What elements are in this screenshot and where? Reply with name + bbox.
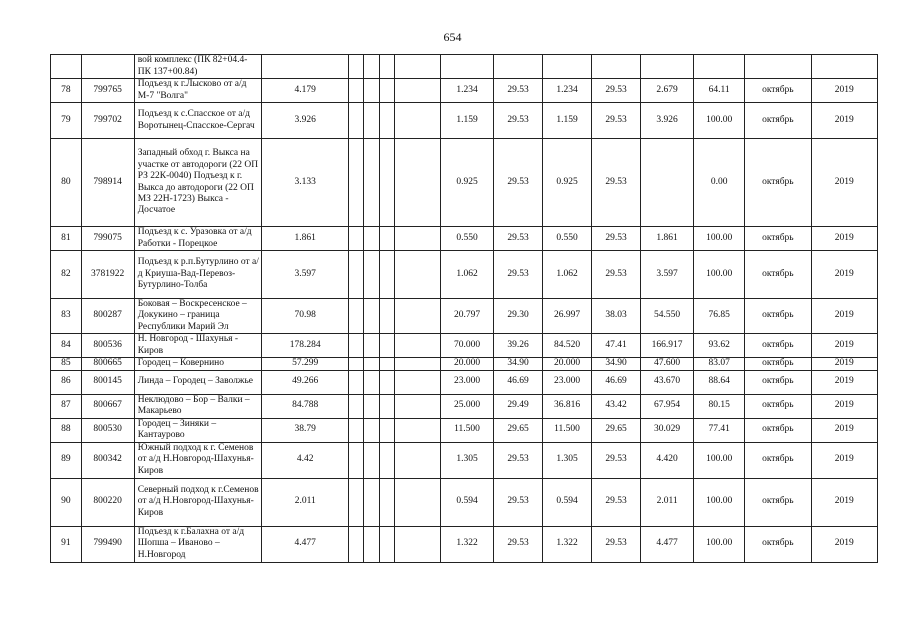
normative-percent-cell: 46.69 xyxy=(592,370,641,394)
repair-percent-cell: 46.69 xyxy=(494,370,543,394)
repair-percent-cell: 29.53 xyxy=(494,442,543,478)
total-length-cell: 30.029 xyxy=(641,418,694,442)
road-code-cell: 799075 xyxy=(81,227,134,251)
normative-length-cell: 11.500 xyxy=(543,418,592,442)
total-percent-cell: 100.00 xyxy=(694,251,745,299)
year-cell: 2019 xyxy=(811,418,877,442)
empty-cell xyxy=(395,103,441,139)
year-cell: 2019 xyxy=(811,442,877,478)
road-length-cell: 84.788 xyxy=(262,394,349,418)
row-number-cell: 89 xyxy=(51,442,82,478)
empty-cell xyxy=(379,139,394,227)
year-cell: 2019 xyxy=(811,251,877,299)
empty-cell xyxy=(349,394,364,418)
normative-length-cell: 1.305 xyxy=(543,442,592,478)
empty-cell xyxy=(349,442,364,478)
normative-percent-cell: 47.41 xyxy=(592,334,641,358)
row-number-cell: 81 xyxy=(51,227,82,251)
empty-cell xyxy=(395,478,441,526)
road-code-cell: 800667 xyxy=(81,394,134,418)
empty-cell xyxy=(349,526,364,562)
total-length-cell: 67.954 xyxy=(641,394,694,418)
road-code-cell: 800530 xyxy=(81,418,134,442)
empty-cell xyxy=(395,394,441,418)
empty-cell xyxy=(349,418,364,442)
month-cell: октябрь xyxy=(745,478,811,526)
empty-cell xyxy=(379,227,394,251)
empty-cell xyxy=(379,251,394,299)
empty-cell xyxy=(395,370,441,394)
normative-percent-cell: 29.53 xyxy=(592,526,641,562)
empty-cell xyxy=(364,334,379,358)
total-length-cell: 4.420 xyxy=(641,442,694,478)
month-cell: октябрь xyxy=(745,79,811,103)
empty-cell xyxy=(349,139,364,227)
normative-percent-cell: 29.53 xyxy=(592,139,641,227)
road-code-cell: 800342 xyxy=(81,442,134,478)
row-number-cell: 82 xyxy=(51,251,82,299)
total-length-cell: 1.861 xyxy=(641,227,694,251)
normative-length-cell: 1.322 xyxy=(543,526,592,562)
empty-cell xyxy=(395,251,441,299)
row-number-cell: 87 xyxy=(51,394,82,418)
road-code-cell: 3781922 xyxy=(81,251,134,299)
empty-cell xyxy=(395,526,441,562)
road-name-cell: Подъезд к г.Балахна от а/д Шопша – Иваново – Н.Новгород xyxy=(134,526,262,562)
month-cell: октябрь xyxy=(745,442,811,478)
road-length-cell: 1.861 xyxy=(262,227,349,251)
month-cell: октябрь xyxy=(745,370,811,394)
year-cell: 2019 xyxy=(811,139,877,227)
normative-length-cell: 1.234 xyxy=(543,79,592,103)
road-code-cell: 800536 xyxy=(81,334,134,358)
empty-cell xyxy=(395,442,441,478)
table-row xyxy=(51,394,878,418)
repair-length-cell: 0.925 xyxy=(440,139,493,227)
empty-cell xyxy=(349,227,364,251)
row-number-cell: 78 xyxy=(51,79,82,103)
normative-percent-cell: 29.53 xyxy=(592,227,641,251)
road-name-cell: Н. Новгород - Шахунья - Киров xyxy=(134,334,262,358)
row-number-cell: 80 xyxy=(51,139,82,227)
empty-cell xyxy=(364,139,379,227)
road-code-cell: 800665 xyxy=(81,358,134,370)
month-cell: октябрь xyxy=(745,394,811,418)
normative-percent-cell: 29.53 xyxy=(592,103,641,139)
normative-percent-cell: 38.03 xyxy=(592,299,641,334)
repair-percent-cell: 29.53 xyxy=(494,478,543,526)
empty-cell xyxy=(349,103,364,139)
total-percent-cell: 88.64 xyxy=(694,370,745,394)
month-cell: октябрь xyxy=(745,251,811,299)
total-length-cell: 43.670 xyxy=(641,370,694,394)
road-code-cell: 799765 xyxy=(81,79,134,103)
empty-cell xyxy=(364,478,379,526)
repair-length-cell: 1.234 xyxy=(440,79,493,103)
month-cell: октябрь xyxy=(745,103,811,139)
road-length-cell: 4.42 xyxy=(262,442,349,478)
total-percent-cell: 100.00 xyxy=(694,526,745,562)
table-row xyxy=(51,251,878,299)
row-number-cell: 84 xyxy=(51,334,82,358)
row-number-cell: 86 xyxy=(51,370,82,394)
road-name-cell: Неклюдово – Бор – Валки – Макарьево xyxy=(134,394,262,418)
normative-length-cell: 1.159 xyxy=(543,103,592,139)
year-cell: 2019 xyxy=(811,334,877,358)
total-length-cell: 2.679 xyxy=(641,79,694,103)
table-row xyxy=(51,526,878,562)
empty-cell xyxy=(349,370,364,394)
empty-cell xyxy=(395,358,441,370)
repair-percent-cell: 29.53 xyxy=(494,227,543,251)
month-cell: октябрь xyxy=(745,227,811,251)
empty-cell xyxy=(364,394,379,418)
row-number-cell: 83 xyxy=(51,299,82,334)
empty-cell xyxy=(395,139,441,227)
repair-length-cell: 0.550 xyxy=(440,227,493,251)
empty-cell xyxy=(395,334,441,358)
repair-length-cell: 25.000 xyxy=(440,394,493,418)
total-percent-cell: 77.41 xyxy=(694,418,745,442)
empty-cell xyxy=(349,358,364,370)
repair-percent-cell: 29.49 xyxy=(494,394,543,418)
road-length-cell: 3.597 xyxy=(262,251,349,299)
empty-cell xyxy=(379,418,394,442)
road-name-cell: Городец – Ковернино xyxy=(134,358,262,370)
normative-length-cell: 84.520 xyxy=(543,334,592,358)
road-length-cell: 57.299 xyxy=(262,358,349,370)
empty-cell xyxy=(349,478,364,526)
road-code-cell: 799702 xyxy=(81,103,134,139)
empty-cell xyxy=(349,299,364,334)
normative-length-cell: 0.925 xyxy=(543,139,592,227)
repair-length-cell: 70.000 xyxy=(440,334,493,358)
table-row xyxy=(51,358,878,370)
road-name-cell: Линда – Городец – Заволжье xyxy=(134,370,262,394)
repair-percent-cell: 29.53 xyxy=(494,79,543,103)
road-length-cell: 3.133 xyxy=(262,139,349,227)
empty-cell xyxy=(379,79,394,103)
total-length-cell: 166.917 xyxy=(641,334,694,358)
repair-length-cell: 1.159 xyxy=(440,103,493,139)
empty-cell xyxy=(364,251,379,299)
row-number-cell: 88 xyxy=(51,418,82,442)
road-name-cell: Боковая – Воскресенское – Докукино – граница Республики Марий Эл xyxy=(134,299,262,334)
table-row xyxy=(51,139,878,227)
repair-length-cell: 1.305 xyxy=(440,442,493,478)
total-length-cell: 3.597 xyxy=(641,251,694,299)
total-percent-cell: 64.11 xyxy=(694,79,745,103)
year-cell: 2019 xyxy=(811,394,877,418)
road-code-cell: 800287 xyxy=(81,299,134,334)
year-cell: 2019 xyxy=(811,478,877,526)
month-cell: октябрь xyxy=(745,139,811,227)
empty-cell xyxy=(379,334,394,358)
road-name-cell: Подъезд к с.Спасское от а/д Воротынец-Спасское-Сергач xyxy=(134,103,262,139)
road-code-cell: 799490 xyxy=(81,526,134,562)
total-length-cell: 54.550 xyxy=(641,299,694,334)
road-code-cell: 800145 xyxy=(81,370,134,394)
normative-percent-cell: 34.90 xyxy=(592,358,641,370)
table-row xyxy=(51,418,878,442)
total-percent-cell: 100.00 xyxy=(694,103,745,139)
road-length-cell: 4.477 xyxy=(262,526,349,562)
repair-percent-cell: 39.26 xyxy=(494,334,543,358)
empty-cell xyxy=(349,251,364,299)
road-length-cell: 3.926 xyxy=(262,103,349,139)
empty-cell xyxy=(364,227,379,251)
total-length-cell: 2.011 xyxy=(641,478,694,526)
table-row-continued xyxy=(51,55,878,79)
year-cell: 2019 xyxy=(811,79,877,103)
total-percent-cell: 100.00 xyxy=(694,478,745,526)
row-number-cell: 91 xyxy=(51,526,82,562)
month-cell: октябрь xyxy=(745,334,811,358)
repair-length-cell: 1.062 xyxy=(440,251,493,299)
repair-length-cell: 23.000 xyxy=(440,370,493,394)
row-number-cell: 90 xyxy=(51,478,82,526)
repair-length-cell: 0.594 xyxy=(440,478,493,526)
total-percent-cell: 100.00 xyxy=(694,227,745,251)
normative-percent-cell: 29.65 xyxy=(592,418,641,442)
empty-cell xyxy=(364,418,379,442)
road-name-cell: Подъезд к р.п.Бутурлино от а/д Криуша-Вад-Перевоз-Бутурлино-Толба xyxy=(134,251,262,299)
empty-cell xyxy=(349,334,364,358)
month-cell: октябрь xyxy=(745,358,811,370)
empty-cell xyxy=(349,79,364,103)
total-length-cell xyxy=(641,139,694,227)
empty-cell xyxy=(395,418,441,442)
month-cell: октябрь xyxy=(745,526,811,562)
empty-cell xyxy=(379,370,394,394)
table-row xyxy=(51,227,878,251)
repair-percent-cell: 29.53 xyxy=(494,526,543,562)
empty-cell xyxy=(379,394,394,418)
empty-cell xyxy=(379,478,394,526)
table-row xyxy=(51,103,878,139)
normative-percent-cell: 29.53 xyxy=(592,478,641,526)
empty-cell xyxy=(364,358,379,370)
normative-length-cell: 23.000 xyxy=(543,370,592,394)
road-name-cell: вой комплекс (ПК 82+04.4-ПК 137+00.84) xyxy=(134,55,262,79)
total-length-cell: 3.926 xyxy=(641,103,694,139)
total-percent-cell: 100.00 xyxy=(694,442,745,478)
month-cell: октябрь xyxy=(745,418,811,442)
repair-percent-cell: 29.65 xyxy=(494,418,543,442)
total-percent-cell: 76.85 xyxy=(694,299,745,334)
normative-length-cell: 36.816 xyxy=(543,394,592,418)
normative-percent-cell: 29.53 xyxy=(592,79,641,103)
road-name-cell: Западный обход г. Выкса на участке от автодороги (22 ОП РЗ 22К-0040) Подъезд к г. Выкса до автодороги (22 ОП МЗ 22Н-1723) Выкса - Досчатое xyxy=(134,139,262,227)
total-length-cell: 4.477 xyxy=(641,526,694,562)
total-percent-cell: 93.62 xyxy=(694,334,745,358)
normative-length-cell: 26.997 xyxy=(543,299,592,334)
empty-cell xyxy=(395,79,441,103)
road-length-cell: 178.284 xyxy=(262,334,349,358)
empty-cell xyxy=(395,227,441,251)
empty-cell xyxy=(379,103,394,139)
repair-length-cell: 20.000 xyxy=(440,358,493,370)
repair-percent-cell: 34.90 xyxy=(494,358,543,370)
empty-cell xyxy=(364,299,379,334)
normative-percent-cell: 29.53 xyxy=(592,251,641,299)
road-name-cell: Северный подход к г.Семенов от а/д Н.Новгород-Шахунья-Киров xyxy=(134,478,262,526)
road-length-cell: 2.011 xyxy=(262,478,349,526)
table-row xyxy=(51,334,878,358)
repair-percent-cell: 29.53 xyxy=(494,139,543,227)
repair-percent-cell: 29.53 xyxy=(494,103,543,139)
empty-cell xyxy=(364,442,379,478)
road-code-cell: 800220 xyxy=(81,478,134,526)
normative-percent-cell: 43.42 xyxy=(592,394,641,418)
normative-percent-cell: 29.53 xyxy=(592,442,641,478)
year-cell: 2019 xyxy=(811,227,877,251)
year-cell: 2019 xyxy=(811,299,877,334)
total-length-cell: 47.600 xyxy=(641,358,694,370)
table-row xyxy=(51,299,878,334)
road-name-cell: Городец – Зиняки – Кантаурово xyxy=(134,418,262,442)
empty-cell xyxy=(364,370,379,394)
empty-cell xyxy=(379,299,394,334)
road-name-cell: Подъезд к с. Уразовка от а/д Работки - Порецкое xyxy=(134,227,262,251)
table-row xyxy=(51,478,878,526)
repair-percent-cell: 29.53 xyxy=(494,251,543,299)
empty-cell xyxy=(379,442,394,478)
repair-length-cell: 20.797 xyxy=(440,299,493,334)
empty-cell xyxy=(364,526,379,562)
normative-length-cell: 20.000 xyxy=(543,358,592,370)
year-cell: 2019 xyxy=(811,358,877,370)
year-cell: 2019 xyxy=(811,370,877,394)
road-length-cell: 70.98 xyxy=(262,299,349,334)
road-length-cell: 49.266 xyxy=(262,370,349,394)
row-number-cell: 85 xyxy=(51,358,82,370)
table-row xyxy=(51,442,878,478)
empty-cell xyxy=(364,79,379,103)
road-length-cell: 38.79 xyxy=(262,418,349,442)
empty-cell xyxy=(379,358,394,370)
total-percent-cell: 80.15 xyxy=(694,394,745,418)
empty-cell xyxy=(364,103,379,139)
road-length-cell: 4.179 xyxy=(262,79,349,103)
repair-length-cell: 1.322 xyxy=(440,526,493,562)
month-cell: октябрь xyxy=(745,299,811,334)
empty-cell xyxy=(379,526,394,562)
page-number: 654 xyxy=(443,30,462,44)
empty-cell xyxy=(395,299,441,334)
normative-length-cell: 0.594 xyxy=(543,478,592,526)
row-number-cell: 79 xyxy=(51,103,82,139)
table-row xyxy=(51,370,878,394)
road-name-cell: Подъезд к г.Лысково от а/д М-7 "Волга" xyxy=(134,79,262,103)
road-name-cell: Южный подход к г. Семенов от а/д Н.Новгород-Шахунья-Киров xyxy=(134,442,262,478)
roads-table xyxy=(50,54,878,563)
road-code-cell: 798914 xyxy=(81,139,134,227)
repair-percent-cell: 29.30 xyxy=(494,299,543,334)
normative-length-cell: 1.062 xyxy=(543,251,592,299)
normative-length-cell: 0.550 xyxy=(543,227,592,251)
year-cell: 2019 xyxy=(811,103,877,139)
total-percent-cell: 83.07 xyxy=(694,358,745,370)
repair-length-cell: 11.500 xyxy=(440,418,493,442)
table-row xyxy=(51,79,878,103)
year-cell: 2019 xyxy=(811,526,877,562)
total-percent-cell: 0.00 xyxy=(694,139,745,227)
